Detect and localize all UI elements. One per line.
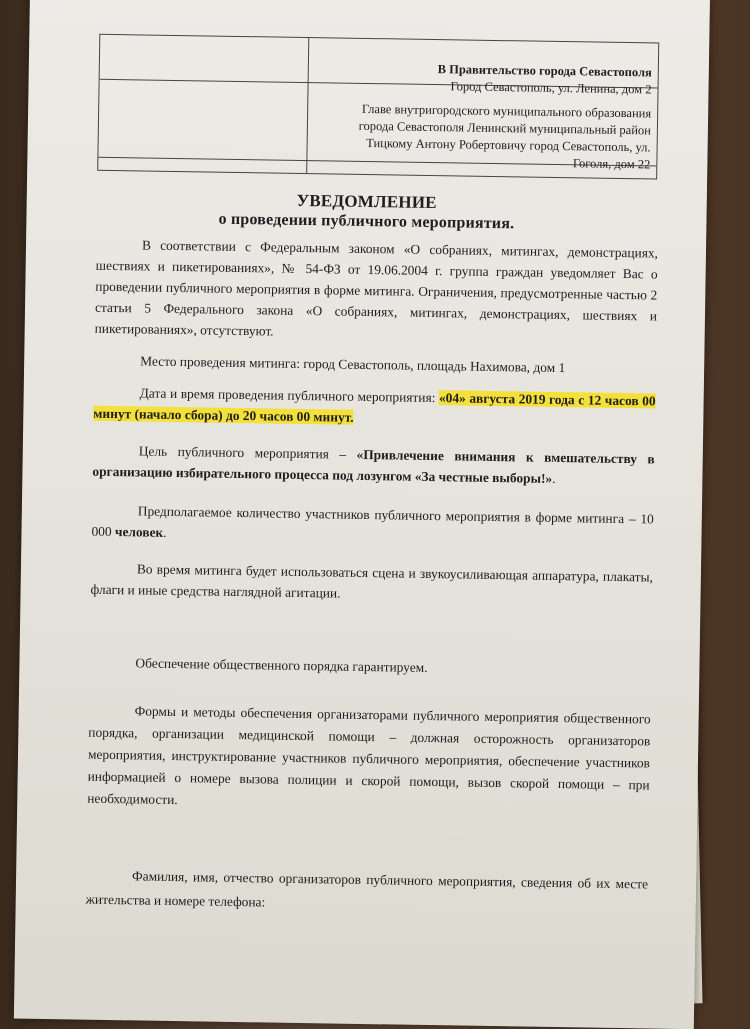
recipient-government-cell	[314, 59, 651, 98]
intro-paragraph: В соответствии с Федеральным законом «О собраниях, митингах, демонстрациях, шествиях и пикетированиях», № 54-ФЗ от 19.06.2004 г. группа граждан уведомляет Вас о проведении публичного мероприятия в форме митинга. Ограничения, предусмотренные частью 2 статьи 5 Федерального закона «О собраниях, митингах, демонстрациях, шествиях и пикетированиях», отсутствуют.	[94, 237, 659, 339]
public-order-paragraph: Обеспечение общественного порядка гарантируем.	[135, 655, 428, 675]
participants-unit: человек	[114, 524, 164, 540]
document-subtitle: о проведении публичного мероприятия.	[218, 210, 515, 233]
recipient-government-name: В Правительство города Севастополя	[437, 62, 652, 80]
datetime-paragraph	[93, 382, 656, 433]
participants-text: Предполагаемое количество участников публичного мероприятия в форме митинга – 10 000	[91, 503, 654, 540]
address-table	[97, 34, 659, 180]
goal-end: .	[552, 470, 556, 486]
table-vertical-line	[306, 38, 309, 173]
goal-paragraph	[92, 440, 655, 491]
recipient-municipal-line: города Севастополя Ленинский муниципальный район	[358, 118, 652, 138]
organizers-paragraph: Фамилия, имя, отчество организаторов публичного мероприятия, сведения об их месте жительства и номере телефона:	[85, 868, 649, 910]
goal-label: Цель публичного мероприятия –	[138, 443, 357, 462]
place-paragraph: Место проведения митинга: город Севастополь, площадь Нахимова, дом 1	[140, 353, 566, 376]
datetime-highlighted-value: «04» августа 2019 года с 12 часов 00 минут (начало сбора) до 20 часов 00 минут.	[93, 390, 656, 425]
equipment-paragraph: Во время митинга будет использоваться сцена и звукоусиливающая аппаратура, плакаты, флаги и иные средства наглядной агитации.	[90, 561, 653, 601]
recipient-municipal-line: Гоголя, дом 22	[572, 156, 651, 172]
recipient-municipal-line: Тицкому Антону Робертовичу город Севастополь, ул.	[366, 135, 651, 155]
recipient-municipal-head-cell	[313, 100, 651, 173]
methods-paragraph: Формы и методы обеспечения организаторами публичного мероприятия общественного порядка, организации медицинской помощи – должная осторожность организаторов мероприятия, инструктирование участников публичного мероприятия, обеспечение участников информацией о номере вызова полиции и скорой помощи, вызов скорой помощи – при необходимости.	[87, 703, 651, 808]
recipient-municipal-line: Главе внутригородского муниципального образования	[361, 101, 652, 121]
recipient-government-address: Город Севастополь, ул. Ленина, дом 2	[450, 79, 652, 97]
participants-paragraph	[91, 500, 654, 551]
goal-value: «Привлечение внимания к вмешательству в организацию избирательного процесса под лозунгом «За честные выборы!»	[92, 446, 655, 486]
document-title: УВЕДОМЛЕНИЕ	[296, 190, 437, 213]
participants-end: .	[163, 524, 167, 540]
datetime-label: Дата и время проведения публичного мероприятия:	[139, 385, 440, 406]
document-page	[14, 0, 710, 1029]
